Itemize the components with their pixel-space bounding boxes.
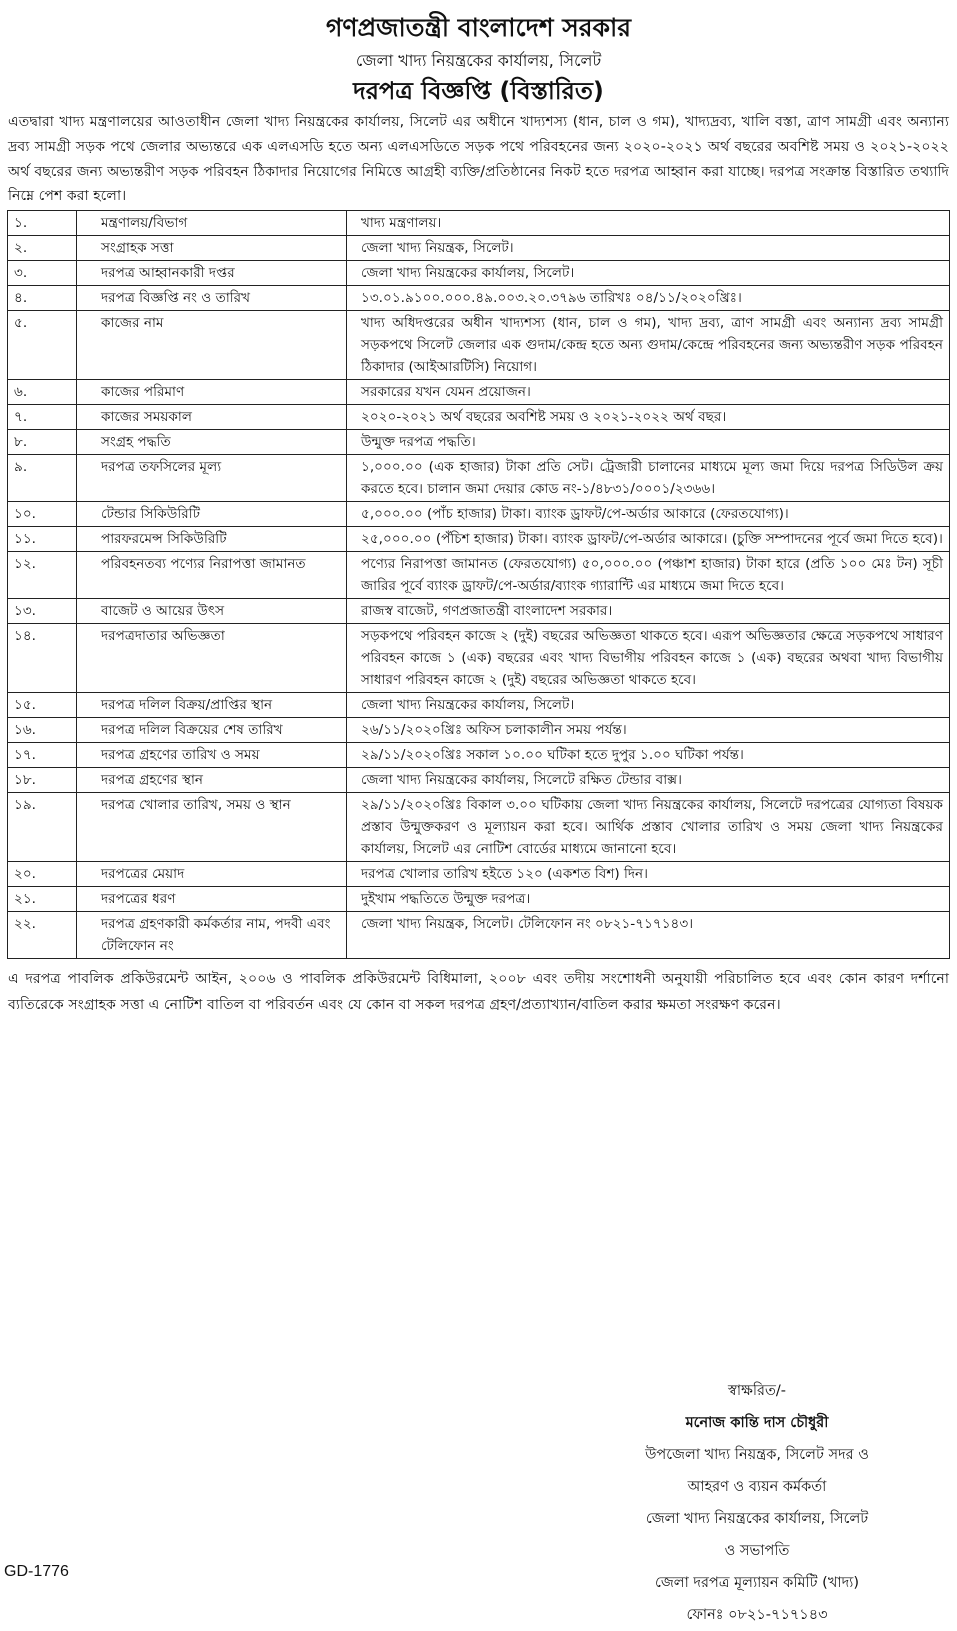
row-number: ১৯. (8, 793, 77, 862)
row-label: দরপত্রের ধরণ (77, 887, 347, 912)
row-value: ১,০০০.০০ (এক হাজার) টাকা প্রতি সেট। ট্রেজারী চালানের মাধ্যমে মূল্য জমা দিয়ে দরপত্র সিডিউল ক্রয় করতে হবে। চালান জমা দেয়ার কোড নং-১/৪৮৩১/০০০১/২৩৬৬। (347, 455, 950, 502)
closing-paragraph: এ দরপত্র পাবলিক প্রকিউরমেন্ট আইন, ২০০৬ ও পাবলিক প্রকিউরমেন্ট বিধিমালা, ২০০৮ এবং তদীয় সংশোধনী অনুযায়ী পরিচালিত হবে এবং কোন কারণ দর্শানো ব্যতিরেকে সংগ্রাহক সত্তা এ নোটিশ বাতিল বা পরিবর্তন এবং যে কোন বা সকল দরপত্র গ্রহণ/প্রত্যাখ্যান/বাতিল করার ক্ষমতা সংরক্ষণ করেন। (8, 971, 949, 1014)
row-number: ১৪. (8, 624, 77, 693)
row-value: উন্মুক্ত দরপত্র পদ্ধতি। (347, 430, 950, 455)
row-number: ২০. (8, 862, 77, 887)
signatory-phone: ফোনঃ ০৮২১-৭১৭১৪৩ (686, 1607, 828, 1623)
table-row (8, 768, 950, 793)
row-value: জেলা খাদ্য নিয়ন্ত্রকের কার্যালয়, সিলেটে রক্ষিত টেন্ডার বাক্স। (347, 768, 950, 793)
government-heading: গণপ্রজাতন্ত্রী বাংলাদেশ সরকার (326, 13, 631, 42)
signatory-line: ও সভাপতি (724, 1543, 790, 1559)
row-label: কাজের পরিমাণ (77, 380, 347, 405)
row-value: সরকারের যখন যেমন প্রয়োজন। (347, 380, 950, 405)
table-row (8, 743, 950, 768)
row-number: ৩. (8, 261, 77, 286)
signatory-line: আহরণ ও ব্যয়ন কর্মকর্তা (687, 1479, 827, 1495)
row-label: দরপত্রের মেয়াদ (77, 862, 347, 887)
row-number: ২১. (8, 887, 77, 912)
table-row (8, 502, 950, 527)
intro-paragraph: এতদ্বারা খাদ্য মন্ত্রণালয়ের আওতাধীন জেলা খাদ্য নিয়ন্ত্রকের কার্যালয়, সিলেট এর অধীনে খাদ্যশস্য (ধান, চাল ও গম), খাদ্যদ্রব্য, খালি বস্তা, ত্রাণ সামগ্রী এবং অন্যান্য দ্রব্য সামগ্রী সড়ক পথে জেলার অভ্যন্তরে এক এলএসডি হতে অন্য এলএসডিতে সড়ক পথে পরিবহনের জন্য ২০২০-২০২১ অর্থ বছরের অবশিষ্ট সময় ও ২০২১-২০২২ অর্থ বছরের জন্য অভ্যন্তরীণ সড়ক পরিবহন ঠিকাদার নিয়োগের নিমিত্তে আগ্রহী ব্যক্তি/প্রতিষ্ঠানের নিকট হতে দরপত্র আহ্বান করা যাচ্ছে। দরপত্র সংক্রান্ত বিস্তারিত তথ্যাদি নিম্নে পেশ করা হলো। (8, 114, 949, 205)
office-subheading: জেলা খাদ্য নিয়ন্ত্রকের কার্যালয়, সিলেট (355, 51, 602, 70)
row-number: ২. (8, 236, 77, 261)
signatory-line: উপজেলা খাদ্য নিয়ন্ত্রক, সিলেট সদর ও (645, 1447, 869, 1463)
table-row (8, 624, 950, 693)
row-label: দরপত্র খোলার তারিখ, সময় ও স্থান (77, 793, 347, 862)
row-label: দরপত্র গ্রহণের স্থান (77, 768, 347, 793)
row-value: জেলা খাদ্য নিয়ন্ত্রকের কার্যালয়, সিলেট। (347, 261, 950, 286)
table-row (8, 430, 950, 455)
row-value: দরপত্র খোলার তারিখ হইতে ১২০ (একশত বিশ) দিন। (347, 862, 950, 887)
row-number: ৮. (8, 430, 77, 455)
row-number: ১৬. (8, 718, 77, 743)
table-row (8, 211, 950, 236)
row-number: ১৮. (8, 768, 77, 793)
row-number: ১০. (8, 502, 77, 527)
row-value: ১৩.০১.৯১০০.০০০.৪৯.০০৩.২০.৩৭৯৬ তারিখঃ ০৪/১১/২০২০খ্রিঃ। (347, 286, 950, 311)
table-row (8, 380, 950, 405)
row-number: ১১. (8, 527, 77, 552)
signature-block (597, 1375, 917, 1631)
row-label: দরপত্র তফসিলের মূল্য (77, 455, 347, 502)
row-number: ৫. (8, 311, 77, 380)
table-row (8, 718, 950, 743)
row-value: ২৫,০০০.০০ (পঁচিশ হাজার) টাকা। ব্যাংক ড্রাফট/পে-অর্ডার আকারে। (চুক্তি সম্পাদনের পূর্বে জমা দিতে হবে)। (347, 527, 950, 552)
row-value: জেলা খাদ্য নিয়ন্ত্রক, সিলেট। টেলিফোন নং ০৮২১-৭১৭১৪৩। (347, 912, 950, 959)
tender-details-table (7, 210, 950, 959)
row-value: ২০২০-২০২১ অর্থ বছরের অবশিষ্ট সময় ও ২০২১-২০২২ অর্থ বছর। (347, 405, 950, 430)
row-label: দরপত্র আহ্বানকারী দপ্তর (77, 261, 347, 286)
row-number: ১৩. (8, 599, 77, 624)
row-value: দুইখাম পদ্ধতিতে উন্মুক্ত দরপত্র। (347, 887, 950, 912)
table-row (8, 311, 950, 380)
row-label: সংগ্রাহক সত্তা (77, 236, 347, 261)
signatory-name: মনোজ কান্তি দাস চৌধুরী (685, 1415, 829, 1431)
row-value: জেলা খাদ্য নিয়ন্ত্রক, সিলেট। (347, 236, 950, 261)
row-label: দরপত্র গ্রহণকারী কর্মকর্তার নাম, পদবী এবং টেলিফোন নং (77, 912, 347, 959)
row-number: ১২. (8, 552, 77, 599)
row-number: ৯. (8, 455, 77, 502)
table-row (8, 405, 950, 430)
row-label: দরপত্র দলিল বিক্রয়/প্রাপ্তির স্থান (77, 693, 347, 718)
table-row (8, 261, 950, 286)
row-number: ৬. (8, 380, 77, 405)
row-label: কাজের সময়কাল (77, 405, 347, 430)
table-row (8, 599, 950, 624)
row-value: ৫,০০০.০০ (পাঁচ হাজার) টাকা। ব্যাংক ড্রাফট/পে-অর্ডার আকারে (ফেরতযোগ্য)। (347, 502, 950, 527)
row-label: কাজের নাম (77, 311, 347, 380)
row-label: পরিবহনতব্য পণ্যের নিরাপত্তা জামানত (77, 552, 347, 599)
row-number: ৭. (8, 405, 77, 430)
row-value: খাদ্য অধিদপ্তরের অধীন খাদ্যশস্য (ধান, চাল ও গম), খাদ্য দ্রব্য, ত্রাণ সামগ্রী এবং অন্যান্য দ্রব্য সামগ্রী সড়কপথে সিলেট জেলার এক গুদাম/কেন্দ্র হতে অন্য গুদাম/কেন্দ্রে পরিবহনের জন্য অভ্যন্তরীণ সড়ক পরিবহন ঠিকাদার (আইআরটিসি) নিয়োগ। (347, 311, 950, 380)
table-row (8, 887, 950, 912)
signatory-line: জেলা দরপত্র মূল্যায়ন কমিটি (খাদ্য) (654, 1575, 860, 1591)
row-value: ২৬/১১/২০২০খ্রিঃ অফিস চলাকালীন সময় পর্যন্ত। (347, 718, 950, 743)
row-value: খাদ্য মন্ত্রণালয়। (347, 211, 950, 236)
row-number: ১. (8, 211, 77, 236)
row-label: দরপত্র দলিল বিক্রয়ের শেষ তারিখ (77, 718, 347, 743)
table-row (8, 527, 950, 552)
row-number: ১৭. (8, 743, 77, 768)
row-label: বাজেট ও আয়ের উৎস (77, 599, 347, 624)
row-value: ২৯/১১/২০২০খ্রিঃ বিকাল ৩.০০ ঘটিকায় জেলা খাদ্য নিয়ন্ত্রকের কার্যালয়, সিলেটে দরপত্রের যোগ্যতা বিষয়ক প্রস্তাব উন্মুক্তকরণ ও মূল্যায়ন করা হবে। আর্থিক প্রস্তাব খোলার তারিখ ও সময় জেলা খাদ্য নিয়ন্ত্রকের কার্যালয়, সিলেট এর নোটিশ বোর্ডের মাধ্যমে জানানো হবে। (347, 793, 950, 862)
table-row (8, 862, 950, 887)
row-value: রাজস্ব বাজেট, গণপ্রজাতন্ত্রী বাংলাদেশ সরকার। (347, 599, 950, 624)
row-value: জেলা খাদ্য নিয়ন্ত্রকের কার্যালয়, সিলেট। (347, 693, 950, 718)
table-row (8, 286, 950, 311)
table-row (8, 236, 950, 261)
row-value: পণ্যের নিরাপত্তা জামানত (ফেরতযোগ্য) ৫০,০০০.০০ (পঞ্চাশ হাজার) টাকা হারে (প্রতি ১০০ মেঃ টন) সূচী জারির পূর্বে ব্যাংক ড্রাফট/পে-অর্ডার/ব্যাংক গ্যারান্টি এর মাধ্যমে জমা দিতে হবে। (347, 552, 950, 599)
row-label: সংগ্রহ পদ্ধতি (77, 430, 347, 455)
table-row (8, 455, 950, 502)
row-value: সড়কপথে পরিবহন কাজে ২ (দুই) বছরের অভিজ্ঞতা থাকতে হবে। এরূপ অভিজ্ঞতার ক্ষেত্রে সড়কপথে সাধারণ পরিবহন কাজে ১ (এক) বছরের এবং খাদ্য বিভাগীয় পরিবহন কাজে ১ (এক) বছরের অথবা খাদ্য বিভাগীয় সাধারণ পরিবহন কাজে ২ (দুই) বছরের অভিজ্ঞতা থাকতে হবে। (347, 624, 950, 693)
row-number: ১৫. (8, 693, 77, 718)
row-number: ৪. (8, 286, 77, 311)
row-value: ২৯/১১/২০২০খ্রিঃ সকাল ১০.০০ ঘটিকা হতে দুপুর ১.০০ ঘটিকা পর্যন্ত। (347, 743, 950, 768)
advertisement-code: GD-1776 (4, 1563, 69, 1580)
table-row (8, 552, 950, 599)
row-label: মন্ত্রণালয়/বিভাগ (77, 211, 347, 236)
row-number: ২২. (8, 912, 77, 959)
row-label: দরপত্র বিজ্ঞপ্তি নং ও তারিখ (77, 286, 347, 311)
notice-title: দরপত্র বিজ্ঞপ্তি (বিস্তারিত) (353, 77, 604, 105)
row-label: পারফরমেন্স সিকিউরিটি (77, 527, 347, 552)
signed-mark: স্বাক্ষরিত/- (728, 1383, 786, 1399)
row-label: দরপত্র গ্রহণের তারিখ ও সময় (77, 743, 347, 768)
row-label: দরপত্রদাতার অভিজ্ঞতা (77, 624, 347, 693)
signatory-line: জেলা খাদ্য নিয়ন্ত্রকের কার্যালয়, সিলেট (645, 1511, 869, 1527)
row-label: টেন্ডার সিকিউরিটি (77, 502, 347, 527)
table-row (8, 693, 950, 718)
table-row (8, 793, 950, 862)
table-row (8, 912, 950, 959)
